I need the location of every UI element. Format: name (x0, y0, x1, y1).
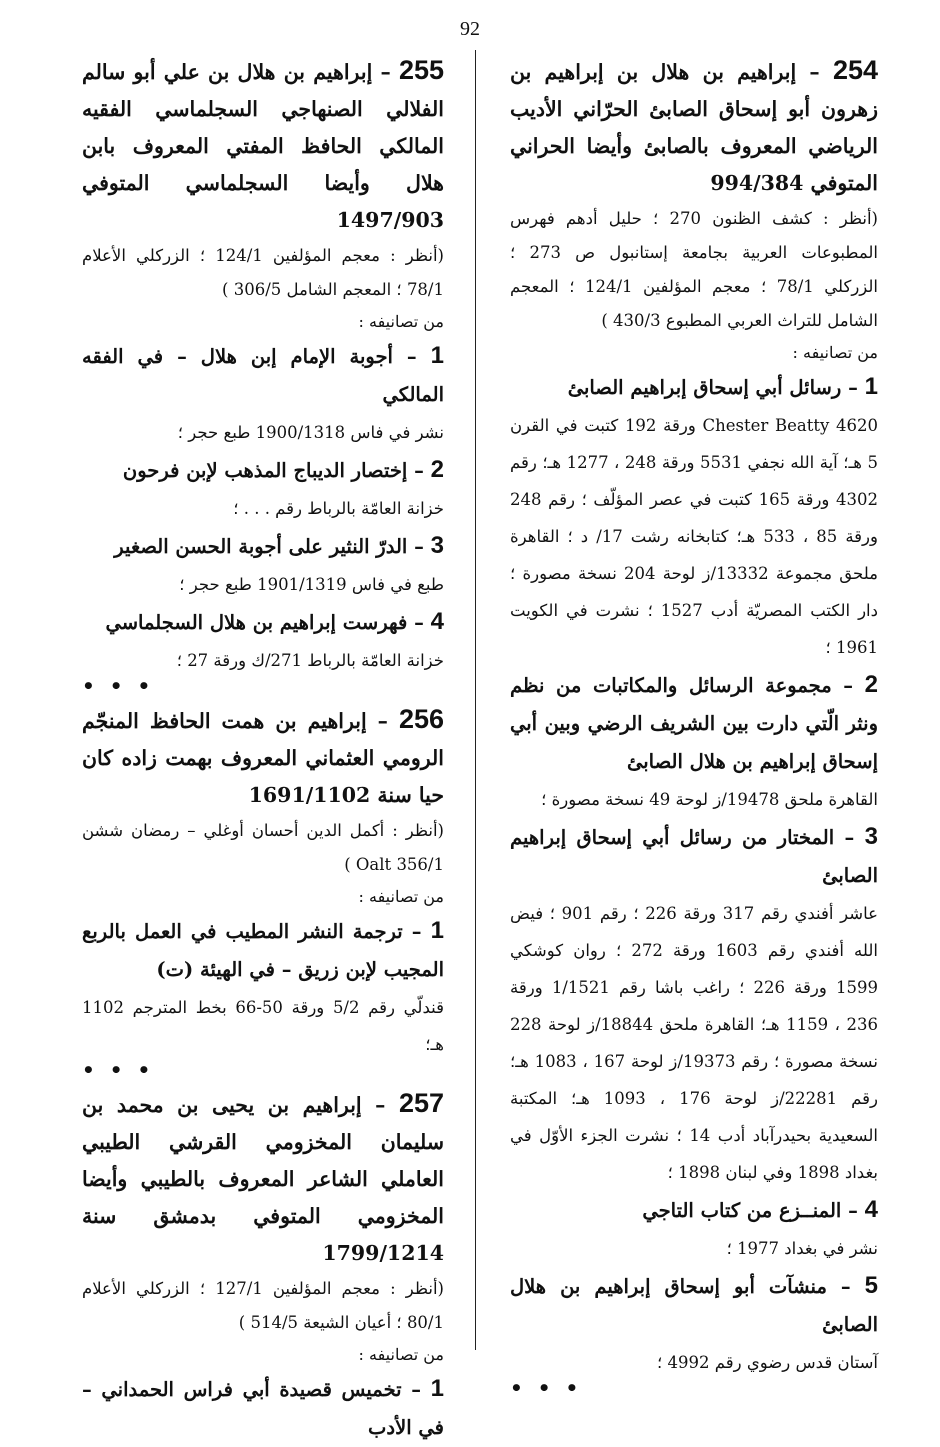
work-manuscripts: نشر في فاس 1900/1318 طبع حجر ؛ (177, 423, 444, 442)
work-number: 1 (864, 373, 878, 400)
work-number: 1 (430, 917, 444, 944)
work-manuscripts: عاشر أفندي رقم 317 ورقة 226 ؛ رقم 901 ؛ فيض الله أفندي رقم 1603 ورقة 272 ؛ روان كوشكي 1599 ورقة 226 ؛ راغب باشا رقم 1/1521 ورقة 236 ، 1159 هـ؛ القاهرة ملحق 18844/ز لوحة 228 نسخة مصورة ؛ رقم 19373/ز لوحة 167 ، 1083 هـ؛ رقم 22281/ز لوحة 176 ، 1093 هـ؛ المكتبة السعيدية بحيدرآباد أدب 14 ؛ نشرت الجزء الأوّل في بغداد 1898 وفي لبنان 1898 ؛ (510, 904, 878, 1182)
entry-number: 255 (398, 55, 444, 85)
work-manuscripts: قندلّي رقم 5/2 ورقة 50-66 بخط المترجم 1102 هـ؛ (82, 998, 444, 1054)
work-manuscripts: خزانة العامّة بالرباط 271/ك ورقة 27 ؛ (176, 651, 444, 670)
entry-257 (82, 1085, 444, 1447)
entry-dash: – (372, 60, 399, 84)
work-number: 5 (864, 1272, 878, 1299)
entry-number: 254 (832, 55, 878, 85)
entry-dash: – (796, 60, 833, 84)
work-title-text: – الدرّ النثير على أجوبة الحسن الصغير (114, 535, 431, 558)
entry-number: 256 (398, 704, 444, 734)
work-number: 1 (430, 1375, 444, 1402)
work-title-text: – إختصار الديباج المذهب لإبن فرحون (122, 459, 431, 482)
work-title-text: – تخميس قصيدة أبي فراس الحمداني – في الأدب (82, 1378, 444, 1439)
work-number: 3 (864, 823, 878, 850)
works-label: من تصانيفه : (358, 887, 444, 906)
work-number: 3 (430, 532, 444, 559)
entry-heading (82, 701, 444, 814)
work-number: 4 (430, 608, 444, 635)
work-manuscripts: 4620 Chester Beatty ورقة 192 كتبت في القرن 5 هـ؛ آية الله نجفي 5531 ورقة 248 ، 1277 هـ؛ رقم 4302 ورقة 165 كتبت في عصر المؤلّف ؛ رقم 248 ورقة 85 ، 533 هـ؛ كتابخانه رشت 17/ د ؛ القاهرة ملحق مجموعة 13332/ز لوحة 204 نسخة مصورة ؛ دار الكتب المصريّة أدب 1527 ؛ نشرت في الكويت 1961 ؛ (510, 416, 878, 657)
work-title-text: – أجوبة الإمام إبن هلال – في الفقه المالكي (82, 345, 444, 406)
page-number: 92 (460, 18, 480, 40)
work-manuscripts: طبع في فاس 1901/1319 طبع حجر ؛ (179, 575, 444, 594)
column-divider (475, 50, 476, 1350)
entry-255 (82, 52, 444, 698)
work-title (82, 337, 444, 414)
work-title-text: – المنــزع من كتاب التاجي (642, 1199, 865, 1222)
work-title-text: – فهرست إبراهيم بن هلال السجلماسي (105, 611, 431, 634)
work-title (510, 1267, 878, 1344)
work-manuscripts: القاهرة ملحق 19478/ز لوحة 49 نسخة مصورة ؛ (541, 790, 878, 809)
entry-dash: – (361, 1093, 399, 1117)
entry-heading (82, 1085, 444, 1272)
section-separator: • • • (510, 1376, 583, 1400)
entry-references: (أنظر : كشف الظنون 270 ؛ حليل أدهم فهرس المطبوعات العربية بجامعة إستانبول ص 273 ؛ الزركلي 78/1 ؛ معجم المؤلفين 124/1 ؛ المعجم الشامل للتراث العربي المطبوع 430/3 ) (510, 209, 878, 330)
entry-heading (82, 52, 444, 239)
entry-references: (أنظر : أكمل الدين أحسان أوغلي – رمضان ششن 356/1 Oalt ) (82, 821, 444, 874)
entry-254 (510, 52, 878, 1400)
right-column (510, 52, 878, 1403)
work-title-text: – ترجمة النشر المطيب في العمل بالربع المجيب لإبن زريق – في الهيئة (ت) (82, 920, 444, 981)
work-manuscripts: نشر في بغداد 1977 ؛ (726, 1239, 878, 1258)
entry-dash: – (366, 709, 399, 733)
section-separator: • • • (82, 1058, 155, 1082)
work-manuscripts: خزانة العامّة بالرباط رقم . . . ؛ (233, 499, 444, 518)
work-title (82, 451, 444, 490)
left-column (82, 52, 444, 1447)
work-manuscripts: آستان قدس رضوي رقم 4992 ؛ (657, 1353, 878, 1372)
entry-number: 257 (398, 1088, 444, 1118)
entry-256 (82, 701, 444, 1082)
work-title (82, 603, 444, 642)
entry-name: إبراهيم بن همت الحافظ المنجّم الرومي العثماني المعروف بهمت زاده كان حيا سنة 1691/1102 (82, 709, 444, 807)
entry-name: إبراهيم بن هلال بن علي أبو سالم الفلالي الصنهاجي السجلماسي الفقيه المالكي الحافظ المفتي المعروف بابن هلال وأيضا السجلماسي المتوفي 1497/903 (82, 60, 444, 232)
work-title (510, 1191, 878, 1230)
works-label: من تصانيفه : (358, 1345, 444, 1364)
work-number: 1 (430, 342, 444, 369)
work-title (510, 818, 878, 895)
entry-references: (أنظر : معجم المؤلفين 127/1 ؛ الزركلي الأعلام 80/1 ؛ أعيان الشيعة 514/5 ) (82, 1279, 444, 1332)
works-label: من تصانيفه : (358, 312, 444, 331)
work-title-text: – منشآت أبو إسحاق إبراهيم بن هلال الصابئ (510, 1275, 878, 1336)
work-title-text: – مجموعة الرسائل والمكاتبات من نظم ونثر الّتي دارت بين الشريف الرضي وبين أبي إسحاق إبراهيم بن هلال الصابئ (510, 674, 878, 773)
entry-name: إبراهيم بن يحيى بن محمد بن سليمان المخزومي القرشي الطيبي العاملي الشاعر المعروف بالطيبي وأيضا المخزومي المتوفي بدمشق سنة 1799/1214 (82, 1093, 444, 1265)
entry-heading (510, 52, 878, 202)
work-number: 2 (430, 456, 444, 483)
works-label: من تصانيفه : (792, 343, 878, 362)
work-title-text: – رسائل أبي إسحاق إبراهيم الصابئ (567, 376, 865, 399)
entry-name: إبراهيم بن هلال بن إبراهيم بن زهرون أبو إسحاق الصابئ الحرّاني الأديب الرياضي المعروف بالصابئ وأيضا الحراني المتوفي 994/384 (510, 60, 878, 195)
work-number: 4 (864, 1196, 878, 1223)
work-title-text: – المختار من رسائل أبي إسحاق إبراهيم الصابئ (510, 826, 878, 887)
work-title (82, 527, 444, 566)
entry-references: (أنظر : معجم المؤلفين 124/1 ؛ الزركلي الأعلام 78/1 ؛ المعجم الشامل 306/5 ) (82, 246, 444, 299)
work-title (82, 912, 444, 989)
work-title (510, 666, 878, 781)
section-separator: • • • (82, 674, 155, 698)
work-number: 2 (864, 671, 878, 698)
work-title (510, 368, 878, 407)
